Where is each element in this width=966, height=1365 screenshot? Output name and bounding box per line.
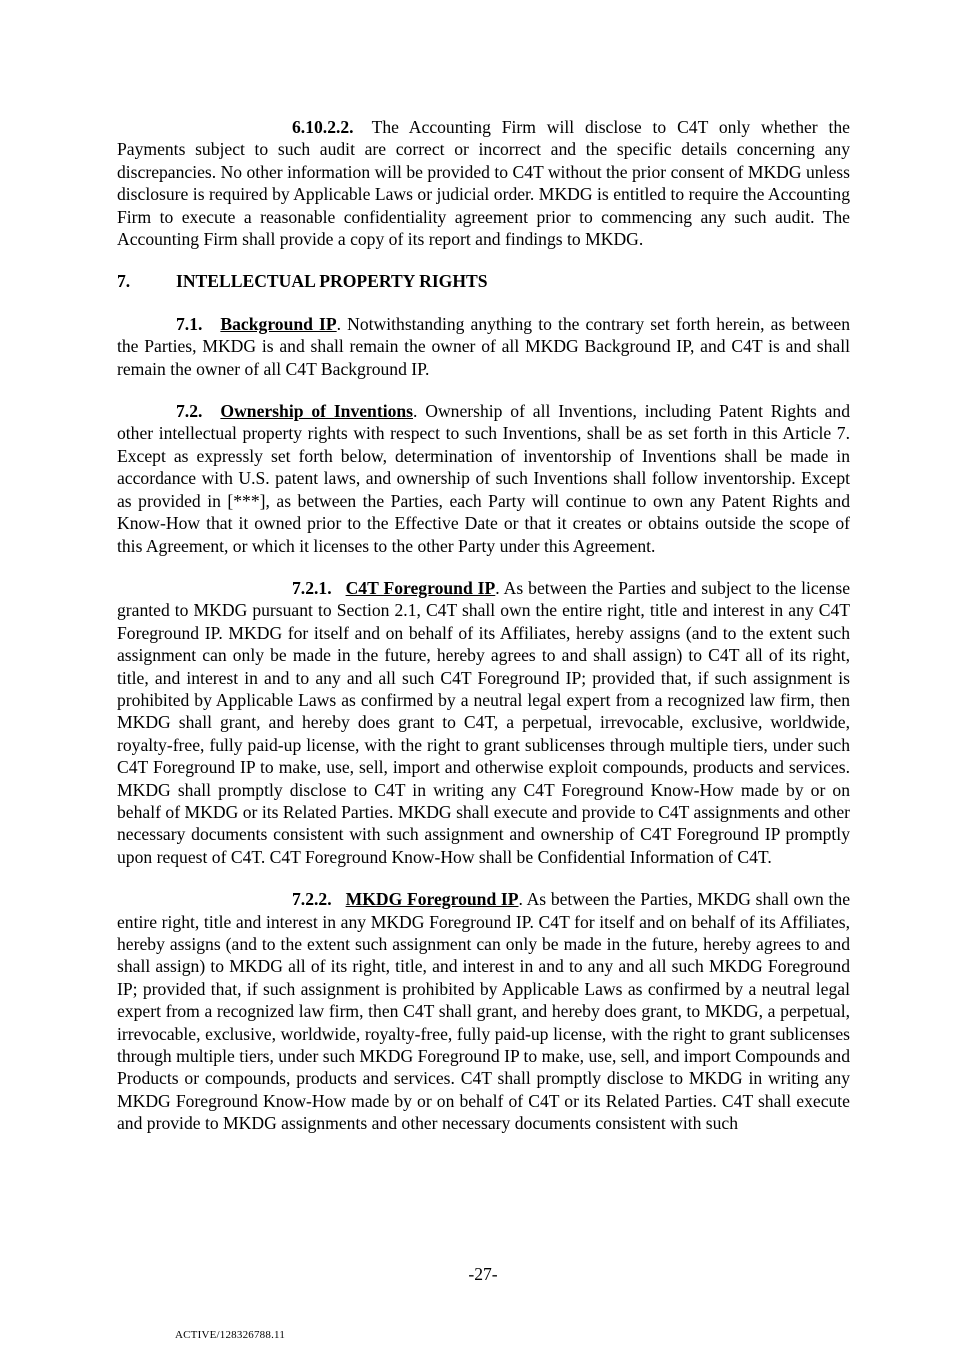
section-title: MKDG Foreground IP — [345, 889, 519, 910]
section-7-2-2 — [117, 888, 850, 1134]
section-title: Ownership of Inventions — [220, 401, 414, 422]
section-number: 7.2.1. — [292, 577, 332, 598]
page-number: -27- — [468, 1264, 498, 1284]
article-title: INTELLECTUAL PROPERTY RIGHTS — [176, 271, 488, 292]
section-6-10-2-2 — [117, 116, 850, 250]
section-title: C4T Foreground IP — [345, 577, 496, 598]
section-text: . Notwithstanding anything to the contrary set forth herein, as between the Parties, MKDG is and shall remain the owner of all MKDG Background IP, and C4T is and shall remain the owner of all C4T Background IP. — [117, 313, 851, 379]
section-title: Background IP — [220, 313, 337, 334]
article-number: 7. — [117, 271, 131, 292]
section-number: 7.2.2. — [292, 889, 332, 910]
document-body — [117, 116, 850, 1155]
section-number: 7.1. — [176, 313, 203, 334]
section-number: 6.10.2.2. — [292, 117, 354, 137]
section-number: 7.2. — [176, 401, 203, 422]
article-7-heading — [117, 270, 850, 292]
document-id: ACTIVE/128326788.11 — [175, 1329, 286, 1341]
section-7-2-1 — [117, 577, 850, 868]
section-text: . As between the Parties, MKDG shall own the entire right, title and interest in any MKDG Foreground IP. C4T for itself and on behalf of its Affiliates, hereby assigns (and to the extent such assignment can only be made in the future, hereby agrees to and shall assign) to MKDG all of its right, title, and interest in and to any and all such MKDG Foreground IP; provided that, if such assignment is prohibited by Applicable Laws as confirmed by a neutral legal expert from a recognized law firm, then C4T shall grant, and hereby does grant, to MKDG, a perpetual, irrevocable, exclusive, worldwide, royalty-free, fully paid-up license, with the right to grant sublicenses through multiple tiers, under such MKDG Foreground IP to make, use, sell, and import Compounds and Products or compounds, products and services. C4T shall promptly disclose to MKDG in writing any MKDG Foreground Know-How made by or on behalf of C4T or its Related Parties. C4T shall execute and provide to MKDG assignments and other necessary documents consistent with such — [117, 889, 851, 1134]
section-7-1 — [117, 313, 850, 380]
section-text: . Ownership of all Inventions, including Patent Rights and other intellectual property rights with respect to such Inventions, shall be as set forth in this Article 7. Except as expressly set forth below, determination of inventorship of Inventions shall be made in accordance with U.S. patent laws, and ownership of such Inventions shall follow inventorship. Except as provided in [***], as between the Parties, each Party will continue to own any Patent Rights and Know-How that it owned prior to the Effective Date or that it creates or obtains outside the scope of this Agreement, or which it licenses to the other Party under this Agreement. — [117, 401, 850, 556]
section-text: The Accounting Firm will disclose to C4T only whether the Payments subject to such audit are correct or incorrect and the specific details concerning any discrepancies. No other information will be provided to C4T without the prior consent of MKDG unless disclosure is required by Applicable Laws or judicial order. MKDG is entitled to require the Accounting Firm to execute a reasonable confidentiality agreement prior to commencing any such audit. The Accounting Firm shall provide a copy of its report and findings to MKDG. — [117, 117, 850, 250]
section-text: . As between the Parties and subject to the license granted to MKDG pursuant to Section 2.1, C4T shall own the entire right, title and interest in any C4T Foreground IP. MKDG for itself and on behalf of its Affiliates, hereby assigns (and to the extent such assignment can only be made in the future, hereby agrees to and shall assign) to C4T all of its right, title, and interest in and to any and all such C4T Foreground IP; provided that, if such assignment is prohibited by Applicable Laws as confirmed by a neutral legal expert from a recognized law firm, then MKDG shall grant, and hereby does grant to C4T, a perpetual, irrevocable, exclusive, worldwide, royalty-free, fully paid-up license, with the right to grant sublicenses through multiple tiers, under such C4T Foreground IP to make, use, sell, import and otherwise exploit compounds, products and services. MKDG shall promptly disclose to C4T in writing any C4T Foreground Know-How made by or on behalf of MKDG or its Related Parties. MKDG shall execute and provide to C4T assignments and other necessary documents consistent with such assignment and ownership of C4T Foreground IP promptly upon request of C4T. C4T Foreground Know-How shall be Confidential Information of C4T. — [117, 577, 850, 867]
section-7-2 — [117, 400, 850, 557]
